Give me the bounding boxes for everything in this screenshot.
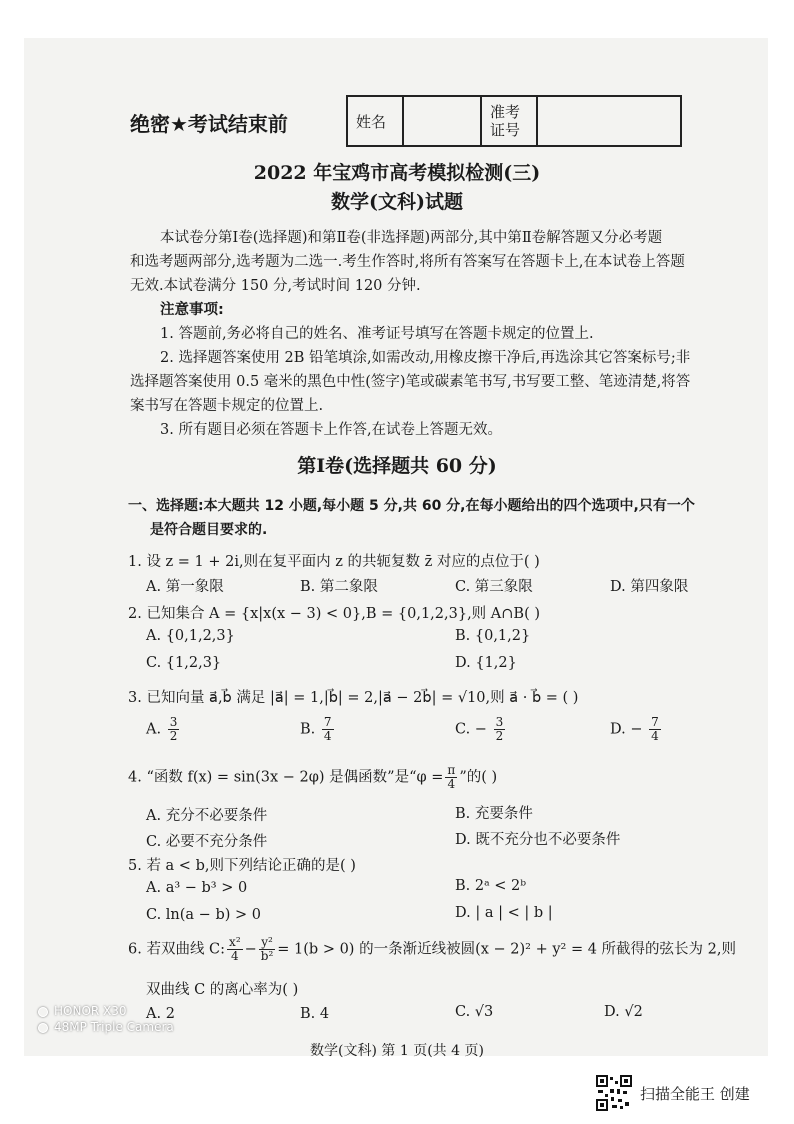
question-5-stem: 5. 若 a < b,则下列结论正确的是( ) bbox=[128, 858, 356, 874]
question-6-stem-part-1: 6. 若双曲线 C: bbox=[128, 941, 226, 958]
fraction-numerator: 3 bbox=[495, 715, 504, 729]
note-item-2-line-2: 选择题答案使用 0.5 毫米的黑色中性(签字)笔或碳素笔书写,书写要工整、笔迹清楚,将答 bbox=[130, 374, 691, 390]
confidential-label: 绝密★考试结束前 bbox=[130, 112, 288, 136]
question-3-option-a bbox=[146, 716, 181, 743]
question-2-option-a: A. {0,1,2,3} bbox=[146, 628, 235, 644]
note-item-1: 1. 答题前,务必将自己的姓名、准考证号填写在答题卡规定的位置上. bbox=[160, 326, 594, 342]
exam-id-label-cell bbox=[481, 96, 537, 146]
question-2-stem: 2. 已知集合 A = {x|x(x − 3) < 0},B = {0,1,2,3},则 A∩B( ) bbox=[128, 606, 540, 622]
option-d-fraction bbox=[649, 716, 661, 743]
question-1-option-d: D. 第四象限 bbox=[610, 579, 689, 595]
note-item-3: 3. 所有题目必须在答题卡上作答,在试卷上答题无效。 bbox=[160, 422, 503, 438]
fraction-numerator: 7 bbox=[651, 715, 659, 729]
fraction-numerator: π bbox=[447, 763, 456, 777]
question-4-stem-part-1: 4. “函数 f(x) = sin(3x − 2φ) 是偶函数”是“φ = bbox=[128, 769, 444, 786]
question-4-stem-part-2: ”的( ) bbox=[459, 769, 498, 786]
question-4-option-a: A. 充分不必要条件 bbox=[146, 808, 268, 824]
fraction-denominator: 2 bbox=[495, 729, 504, 743]
fraction-denominator: 4 bbox=[231, 949, 239, 963]
question-2-option-d: D. {1,2} bbox=[455, 655, 517, 671]
fraction-denominator: 4 bbox=[323, 729, 332, 743]
option-c-prefix: C. − bbox=[455, 721, 487, 738]
question-1-option-a: A. 第一象限 bbox=[146, 579, 224, 595]
fraction-numerator: y² bbox=[259, 936, 276, 950]
question-5-option-c: C. ln(a − b) > 0 bbox=[146, 907, 261, 923]
camera-dot-icon bbox=[38, 1023, 48, 1033]
option-a-fraction bbox=[168, 716, 180, 743]
candidate-info-box bbox=[346, 95, 682, 147]
question-2-option-c: C. {1,2,3} bbox=[146, 655, 222, 671]
intro-line-1: 本试卷分第Ⅰ卷(选择题)和第Ⅱ卷(非选择题)两部分,其中第Ⅱ卷解答题又分必考题 bbox=[160, 230, 663, 246]
note-item-2-line-1: 2. 选择题答案使用 2B 铅笔填涂,如需改动,用橡皮擦干净后,再选涂其它答案标号;非 bbox=[160, 350, 691, 366]
question-4-option-c: C. 必要不充分条件 bbox=[146, 834, 268, 850]
question-6-stem-part-2: = 1(b > 0) 的一条渐近线被圆(x − 2)² + y² = 4 所截得的弦长为 2,则 bbox=[277, 941, 736, 958]
section-title: 第Ⅰ卷(选择题共 60 分) bbox=[297, 455, 497, 477]
exam-id-label-line1: 准考 bbox=[490, 103, 521, 121]
question-4-stem bbox=[128, 764, 497, 791]
notes-heading: 注意事项: bbox=[160, 302, 224, 318]
note-item-2-line-3: 案书写在答题卡规定的位置上. bbox=[130, 398, 324, 414]
section-instructions-line-1: 一、选择题:本大题共 12 小题,每小题 5 分,共 60 分,在每小题给出的四个选项中,只有一个 bbox=[128, 498, 695, 514]
fraction-denominator: 2 bbox=[169, 729, 178, 743]
exam-subtitle: 数学(文科)试题 bbox=[331, 191, 463, 213]
option-d-prefix: D. − bbox=[610, 721, 643, 738]
exam-id-blank-cell bbox=[537, 96, 681, 146]
question-4-option-b: B. 充要条件 bbox=[455, 806, 533, 822]
camera-watermark-line-2 bbox=[38, 1020, 174, 1034]
option-a-prefix: A. bbox=[146, 721, 162, 738]
qr-code-icon bbox=[596, 1075, 632, 1111]
fraction-denominator: 4 bbox=[447, 777, 456, 791]
question-6-option-c: C. √3 bbox=[455, 1004, 494, 1020]
section-instructions-line-2: 是符合题目要求的. bbox=[150, 522, 268, 538]
fraction-denominator: b² bbox=[260, 949, 274, 963]
question-1-stem: 1. 设 z = 1 + 2i,则在复平面内 z 的共轭复数 z̄ 对应的点位于( ) bbox=[128, 554, 540, 570]
question-4-fraction bbox=[445, 764, 457, 791]
question-6-option-b: B. 4 bbox=[300, 1006, 330, 1022]
option-b-fraction bbox=[322, 716, 334, 743]
question-6-fraction-y bbox=[259, 936, 276, 963]
option-c-fraction bbox=[494, 716, 506, 743]
question-3-stem: 3. 已知向量 a⃗,b⃗ 满足 |a⃗| = 1,|b⃗| = 2,|a⃗ − 2b⃗| = √10,则 a⃗ · b⃗ = ( ) bbox=[128, 690, 579, 706]
question-3-option-b bbox=[300, 716, 336, 743]
fraction-numerator: 7 bbox=[323, 715, 332, 729]
question-2-option-b: B. {0,1,2} bbox=[455, 628, 531, 644]
question-5-option-b: B. 2ᵃ < 2ᵇ bbox=[455, 878, 527, 894]
exam-id-label-line2: 证号 bbox=[490, 121, 521, 139]
camera-spec: 48MP Triple Camera bbox=[54, 1020, 174, 1034]
question-5-option-d: D. | a | < | b | bbox=[455, 905, 553, 921]
question-6-fraction-x bbox=[227, 936, 243, 963]
intro-line-2: 和选考题两部分,选考题为二选一.考生作答时,将所有答案写在答题卡上,在本试卷上答题 bbox=[130, 254, 685, 270]
name-label-cell: 姓名 bbox=[347, 96, 403, 146]
question-6-option-a: A. 2 bbox=[146, 1006, 175, 1022]
camera-model: HONOR X30 bbox=[54, 1004, 127, 1018]
question-4-option-d: D. 既不充分也不必要条件 bbox=[455, 832, 621, 848]
question-6-stem-line-2: 双曲线 C 的离心率为( ) bbox=[146, 982, 299, 998]
question-3-option-c bbox=[455, 716, 507, 743]
exam-title: 2022 年宝鸡市高考模拟检测(三) bbox=[253, 162, 541, 184]
camera-watermark-line-1 bbox=[38, 1004, 127, 1018]
page-footer: 数学(文科) 第 1 页(共 4 页) bbox=[310, 1043, 484, 1059]
scanner-app-label: 扫描全能王 创建 bbox=[640, 1085, 750, 1103]
fraction-numerator: x² bbox=[229, 935, 241, 949]
fraction-denominator: 4 bbox=[651, 729, 659, 743]
camera-dot-icon bbox=[38, 1007, 48, 1017]
question-3-option-d bbox=[610, 716, 663, 743]
question-6-option-d: D. √2 bbox=[604, 1004, 643, 1020]
question-6-stem bbox=[128, 936, 736, 963]
minus-sign: − bbox=[244, 941, 257, 958]
question-1-option-b: B. 第二象限 bbox=[300, 579, 378, 595]
question-1-option-c: C. 第三象限 bbox=[455, 579, 533, 595]
intro-line-3: 无效.本试卷满分 150 分,考试时间 120 分钟. bbox=[130, 278, 421, 294]
question-5-option-a: A. a³ − b³ > 0 bbox=[146, 880, 248, 896]
fraction-numerator: 3 bbox=[169, 715, 178, 729]
option-b-prefix: B. bbox=[300, 721, 316, 738]
name-blank-cell bbox=[403, 96, 481, 146]
